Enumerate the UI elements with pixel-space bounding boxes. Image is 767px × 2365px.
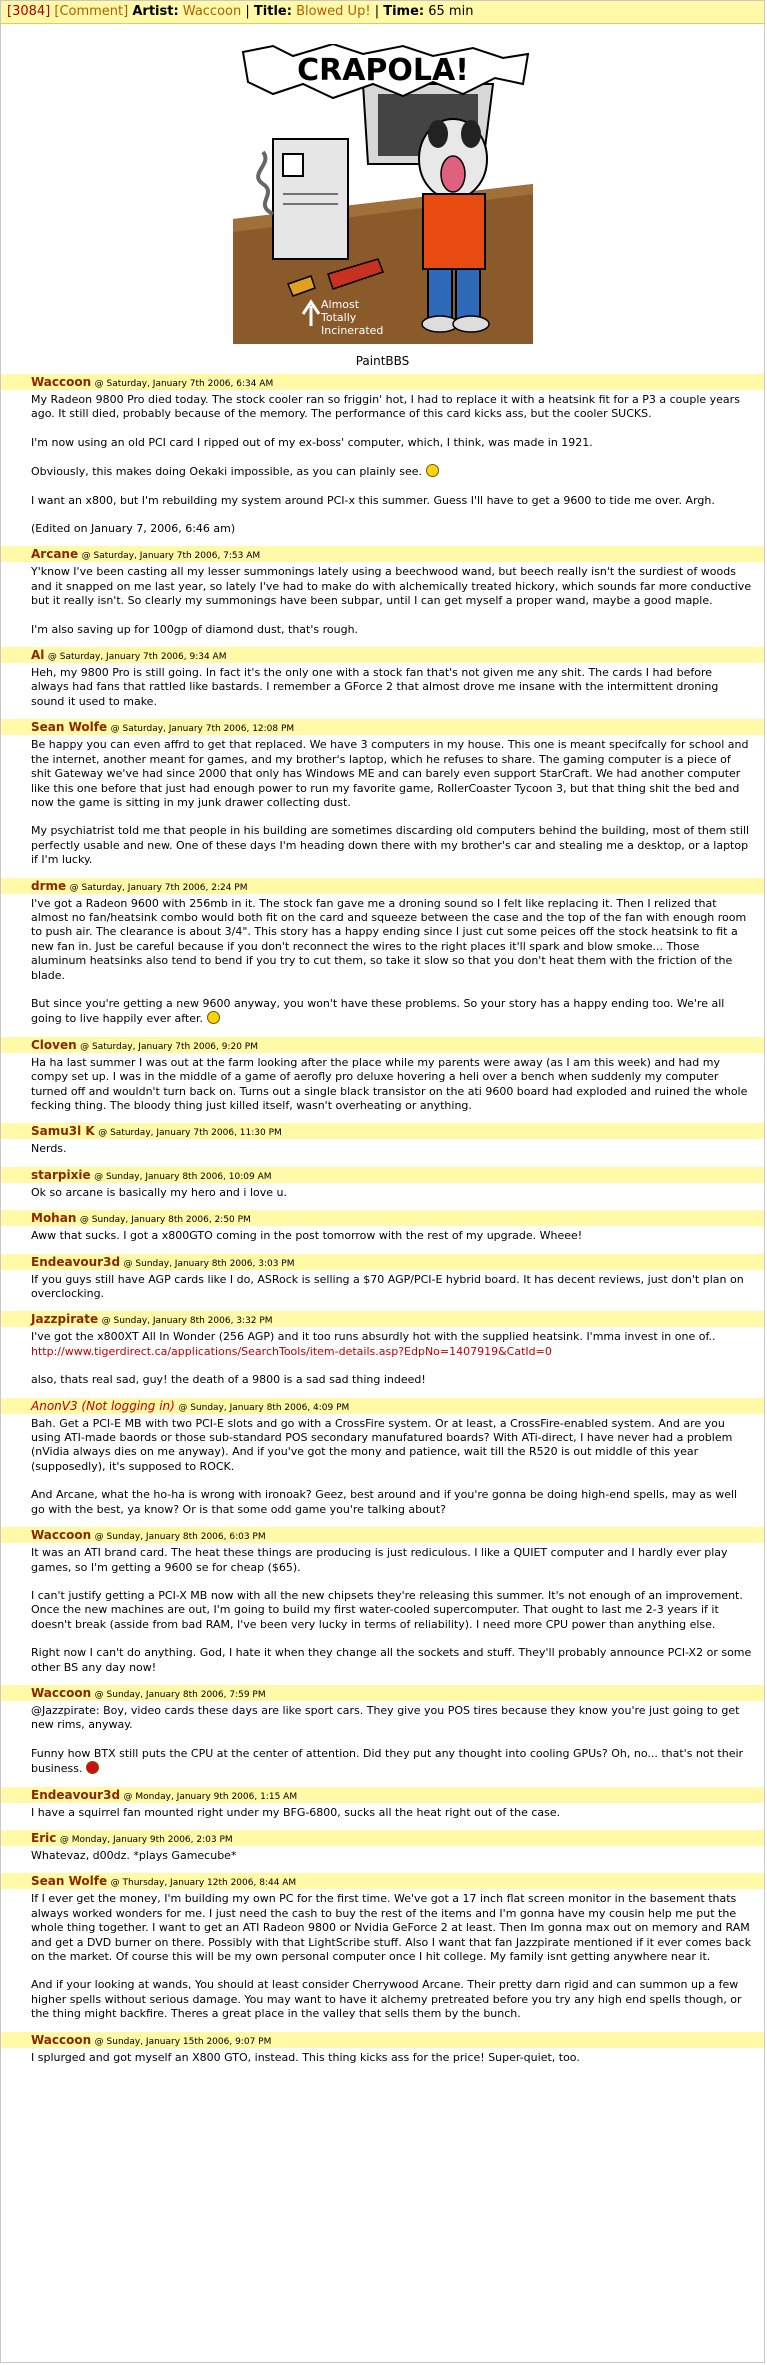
comment-header-bar	[1, 1254, 764, 1270]
frown-emoticon-icon	[86, 1761, 99, 1774]
comment-paragraph	[31, 897, 752, 983]
comment-paragraph	[31, 824, 752, 867]
comment-paragraph	[31, 1186, 752, 1200]
comment-header-bar	[1, 1167, 764, 1183]
comment-paragraph	[31, 1488, 752, 1517]
comment-text: Bah. Get a PCI-E MB with two PCI-E slots and go with a CrossFire system. Or at least, a CrossFire-enabled system. And are you using ATI-made baords or those sub-standard POS secondary manufatured boards? With ATi-direct, I have never had a problem (nVidia always dies on me anyway). And if you've got the mony and patience, wait till the R520 is out middle of this year (supposedly), it's supposed to ROCK.	[31, 1416, 733, 1473]
comment-body	[1, 663, 764, 715]
comment-body	[1, 562, 764, 643]
comment	[1, 719, 764, 873]
acronym-line-1: Almost	[320, 298, 359, 311]
comment-text: Obviously, this makes doing Oekaki impossible, as you can plainly see.	[31, 465, 423, 479]
comment-paragraph	[31, 1229, 752, 1243]
comment-header-bar	[1, 2032, 764, 2048]
comment-link[interactable]: http://www.tigerdirect.ca/applications/SearchTools/item-details.asp?EdpNo=1407919&CatId=0	[31, 1344, 552, 1358]
comment-paragraph	[31, 1417, 752, 1475]
comment-paragraph	[31, 522, 752, 536]
time-value: 65 min	[428, 4, 474, 19]
comment-header-bar	[1, 1873, 764, 1889]
title-label: Title:	[253, 4, 292, 19]
comment	[1, 1311, 764, 1393]
comment-header-bar	[1, 719, 764, 735]
comment-text: I splurged and got myself an X800 GTO, instead. This thing kicks ass for the price! Super-quiet, too.	[31, 2050, 580, 2064]
comment-text: My psychiatrist told me that people in his building are sometimes discarding old computers behind the building, most of them still perfectly usable and new. One of these days I'm heading down there with my brother's car and stealing me a desktop, or a laptop if I'm lucky.	[31, 824, 750, 867]
comment-date: @ Sunday, January 8th 2006, 3:32 PM	[101, 1316, 273, 1327]
comment-text: I'm now using an old PCI card I ripped out of my ex-boss' computer, which, I think, was made in 1921.	[31, 435, 593, 449]
comment-text: Nerds.	[31, 1142, 67, 1156]
comment-text: I'm also saving up for 100gp of diamond dust, that's rough.	[31, 622, 359, 636]
comment	[1, 1830, 764, 1869]
acronym-line-2: Totally	[320, 311, 356, 324]
comment-author[interactable]: Waccoon	[31, 375, 92, 389]
comment-date: @ Sunday, January 8th 2006, 4:09 PM	[178, 1402, 350, 1413]
comment-date: @ Sunday, January 8th 2006, 2:50 PM	[79, 1215, 251, 1226]
comment-author[interactable]: Eric	[31, 1830, 57, 1845]
comment-paragraph	[31, 1546, 752, 1575]
comment	[1, 1873, 764, 2027]
artwork-image[interactable]	[233, 44, 533, 344]
comment-header-bar	[1, 1398, 764, 1414]
comment-text: I want an x800, but I'm rebuilding my system around PCI-x this summer. Guess I'll have to get a 9600 to tide me over. Argh.	[31, 493, 715, 507]
comment-author[interactable]: Sean Wolfe	[31, 720, 108, 735]
comment	[1, 1398, 764, 1523]
comment-paragraph	[31, 436, 752, 450]
comment-body	[1, 1053, 764, 1120]
comment-paragraph	[31, 1589, 752, 1632]
comment-body	[1, 894, 764, 1033]
comment-body	[1, 390, 764, 542]
comment-text: My Radeon 9800 Pro died today. The stock cooler ran so friggin' hot, I had to replace it with a heatsink fit for a P3 a couple years ago. It still died, probably because of the memory. The performance of this card kicks ass, but the cooler SUCKS.	[31, 393, 740, 421]
comment	[1, 1037, 764, 1120]
comment-text: Ha ha last summer I was out at the farm looking after the place while my parents were away (as I am this week) and had my compy set up. I was in the middle of a game of aerofly pro deluxe hovering a heli over a bench when suddenly my computer turned off and wouldn't turn back on. Turns out a single black transistor on the ati 9600 board had exploded and ruined the whole fecking thing. The bloody thing just killed itself, wasn't overheating or anything.	[31, 1055, 748, 1112]
comment-paragraph	[31, 464, 752, 479]
comment-date: @ Sunday, January 15th 2006, 9:07 PM	[94, 2036, 272, 2047]
comment-author[interactable]: drme	[31, 878, 67, 893]
comment-author[interactable]: Waccoon	[31, 1528, 92, 1543]
separator: |	[374, 4, 380, 19]
artist-name[interactable]: Waccoon	[182, 4, 242, 19]
comment-date: @ Thursday, January 12th 2006, 8:44 AM	[110, 1878, 297, 1889]
comment-paragraph	[31, 393, 752, 422]
comment-author[interactable]: Jazzpirate	[31, 1312, 99, 1327]
comment-text: I've got a Radeon 9600 with 256mb in it. The stock fan gave me a droning sound so I felt like replacing it. Then I relized that almost no fan/heatsink combo would both fit on the card and squeeze between the case and the top of the fan with enough room to push air. The clearance is about 3/4". This story has a happy ending since I just cut some peices off the stock heatsink to fit a new fan in. Just be careful because if you don't reconnect the wires to the right places it'll spark and blow smoke... Those aluminum heatsinks also tend to bend if you try to cut them, so take it slow so that you don't heat them with the friction of the blade.	[31, 896, 747, 982]
comment-text: I can't justify getting a PCI-X MB now with all the new chipsets they're releasing this summer. It's not enough of an improvement. Once the new machines are out, I'm going to build my first water-cooled supercomputer. That ought to last me 2-3 years if it doesn't break (asside from bad RAM, I've been very lucky in terms of reliability). I need more CPU power than anything else.	[31, 1588, 743, 1631]
comment-text: Y'know I've been casting all my lesser summonings lately using a beechwood wand, but beech really isn't the surdiest of woods and it snapped on me last year, so lately I've had to make do with alchemically treated hickory, which sounds far more conductive but it really isn't. So clearly my summonings have been subpar, until I can get myself a proper wand, maybe a good maple.	[31, 565, 752, 608]
comment-paragraph	[31, 1704, 752, 1733]
comment-text: Whatevaz, d00dz. *plays Gamecube*	[31, 1848, 237, 1862]
comment-date: @ Saturday, January 7th 2006, 7:53 AM	[81, 551, 261, 562]
comment-author[interactable]: Endeavour3d	[31, 1254, 121, 1269]
comment-date: @ Saturday, January 7th 2006, 12:08 PM	[110, 724, 295, 735]
comment-body	[1, 735, 764, 873]
comment-author[interactable]: Waccoon	[31, 1685, 92, 1700]
comment-header-bar	[1, 647, 764, 663]
comment	[1, 1787, 764, 1826]
comment-header-bar	[1, 1210, 764, 1226]
comment-author[interactable]: Cloven	[31, 1037, 77, 1052]
comment-text: Right now I can't do anything. God, I hate it when they change all the sockets and stuff. They'll probably announce PCI-X2 or some other BS any day now!	[31, 1646, 752, 1674]
comment-paragraph	[31, 666, 752, 709]
comment	[1, 1167, 764, 1206]
comment-header-bar	[1, 1527, 764, 1543]
comment-author[interactable]: starpixie	[31, 1167, 91, 1182]
comment-paragraph	[31, 1892, 752, 1964]
comment-date: @ Saturday, January 7th 2006, 9:34 AM	[47, 652, 227, 663]
comment-header-bar	[1, 1685, 764, 1701]
comment-date: @ Monday, January 9th 2006, 1:15 AM	[123, 1791, 298, 1802]
comment-text: I've got the x800XT All In Wonder (256 AGP) and it too runs absurdly hot with the supplied heatsink. I'mma invest in one of..	[31, 1330, 716, 1344]
comment-author[interactable]: Sean Wolfe	[31, 1874, 108, 1889]
comment-text: If I ever get the money, I'm building my own PC for the first time. We've got a 17 inch flat screen monitor in the basement thats always worked wonders for me. I just need the cash to buy the rest of the items and I'm gonna have my cousin help me put the whole thing together. I want to get an ATI Radeon 9800 or Nvidia GeForce 2 at least. Then Im gonna max out on memory and RAM and get a DVD burner on there. Possibly with that LightScribe stuff. Also I want that fan Jazzpirate mentioned if it ever comes back on the market. Of course this will be my own personal computer once I hit college. My family isnt getting anywhere near it.	[31, 1892, 752, 1963]
tool-label: PaintBBS	[355, 354, 410, 368]
comment-body	[1, 1139, 764, 1162]
comment-header	[1, 1, 764, 24]
comment-date: @ Sunday, January 8th 2006, 3:03 PM	[123, 1258, 295, 1269]
comment-paragraph	[31, 997, 752, 1027]
comment-paragraph	[31, 623, 752, 637]
comment-author[interactable]: Arcane	[31, 547, 79, 562]
smiley-emoticon-icon	[426, 464, 439, 477]
comment-text: also, thats real sad, guy! the death of a 9800 is a sad sad thing indeed!	[31, 1373, 426, 1387]
comment-body	[1, 1803, 764, 1826]
comment-header-bar	[1, 1123, 764, 1139]
comment-paragraph	[31, 1806, 752, 1820]
comment-text: Aww that sucks. I got a x800GTO coming in the post tomorrow with the rest of my upgrade. Wheee!	[31, 1229, 583, 1243]
comment-paragraph	[31, 1142, 752, 1156]
comment-paragraph	[31, 1056, 752, 1114]
comment-text: Heh, my 9800 Pro is still going. In fact it's the only one with a stock fan that's not given me any shit. The cards I had before always had fans that rattled like bastards. I remember a GForce 2 that almost drove me insane with the intermittent droning sound it used to make.	[31, 666, 719, 708]
comment-author[interactable]: Al	[31, 648, 45, 663]
comment-text: But since you're getting a new 9600 anyway, you won't have these problems. So your story has a happy ending too. We're all going to live happily ever after.	[31, 996, 725, 1026]
comment-body	[1, 1226, 764, 1249]
comment-text: Be happy you can even affrd to get that replaced. We have 3 computers in my house. This one is meant specifcally for school and the internet, another meant for games, and my brother's laptop, which he refuses to share. The gaming computer is a piece of shit Gateway we've had since 2000 that only has Windows ME and can barely even support StarCraft. We had another computer like this one before that just had enough power to run my favorite game, RollerCoaster Tycoon 3, but that thing shit the bed and now the game is sitting in my junk drawer collecting dust.	[31, 738, 749, 809]
comment-author[interactable]: Mohan	[31, 1211, 77, 1226]
comment	[1, 647, 764, 715]
comment-header-bar	[1, 546, 764, 562]
comment-paragraph	[31, 738, 752, 810]
comment-date: @ Saturday, January 7th 2006, 6:34 AM	[94, 379, 274, 389]
comment	[1, 2032, 764, 2071]
comment-header-bar	[1, 374, 764, 390]
comment-date: @ Sunday, January 8th 2006, 6:03 PM	[94, 1532, 266, 1543]
comment-author[interactable]: Waccoon	[31, 2032, 92, 2047]
comment-text: And Arcane, what the ho-ha is wrong with ironoak? Geez, best around and if you're gonna be doing high-end spells, may as well go with the best, ya know? Or is that some odd game you're talking about?	[31, 1488, 738, 1516]
comment-header-bar	[1, 878, 764, 894]
comment-paragraph	[31, 1849, 752, 1863]
comment-paragraph	[31, 1330, 752, 1359]
comment-body	[1, 1889, 764, 2027]
comment-date: @ Sunday, January 8th 2006, 10:09 AM	[94, 1171, 272, 1182]
comment-body	[1, 1183, 764, 1206]
comment-header-bar	[1, 1787, 764, 1803]
comment-body	[1, 1701, 764, 1783]
comment-date: @ Sunday, January 8th 2006, 7:59 PM	[94, 1689, 266, 1700]
comment-body	[1, 1270, 764, 1308]
comment-body	[1, 1327, 764, 1393]
comment-list	[1, 374, 764, 2071]
comment-author: AnonV3 (Not logging in)	[31, 1398, 175, 1413]
comment-paragraph	[31, 1747, 752, 1777]
comment-author[interactable]: Samu3l K	[31, 1124, 95, 1139]
comment-paragraph	[31, 1978, 752, 2021]
comment	[1, 374, 764, 542]
comment-body	[1, 1414, 764, 1523]
comment-header-bar	[1, 1830, 764, 1846]
comment-date: @ Saturday, January 7th 2006, 11:30 PM	[98, 1128, 282, 1139]
comment-text: (Edited on January 7, 2006, 6:46 am)	[31, 522, 236, 536]
comment-text: I have a squirrel fan mounted right under my BFG-6800, sucks all the heat right out of the case.	[31, 1805, 561, 1819]
comment-paragraph	[31, 2051, 752, 2065]
comment	[1, 1527, 764, 1681]
comment-tag[interactable]: [Comment]	[54, 4, 129, 19]
artwork-caption: CRAPOLA!	[296, 53, 469, 88]
comment-body	[1, 1846, 764, 1869]
comment-text: @Jazzpirate: Boy, video cards these days are like sport cars. They give you POS tires because they know you're just going to get new rims, anyway.	[31, 1703, 740, 1732]
comment-text: And if your looking at wands, You should at least consider Cherrywood Arcane. Their pretty darn rigid and can summon up a few higher spells without serious damage. You may want to have it alchemy pretreated before you try any high end spells though, or the thing might backfire. Theres a great place in the valley that sells them by the bunch.	[31, 1978, 742, 2021]
artist-label: Artist:	[132, 4, 179, 19]
comment-text: It was an ATI brand card. The heat these things are producing is just rediculous. I like a QUIET computer and I hardly ever play games, so I'm getting a 9600 se for cheap ($65).	[31, 1546, 728, 1574]
comment	[1, 1685, 764, 1783]
acronym-line-3: Incinerated	[320, 324, 383, 337]
comment	[1, 1210, 764, 1249]
comment	[1, 1123, 764, 1162]
comment	[1, 546, 764, 643]
comment-paragraph	[31, 1273, 752, 1302]
comment-paragraph	[31, 494, 752, 508]
comment-text: Funny how BTX still puts the CPU at the center of attention. Did they put any thought into cooling GPUs? Oh, no... that's not their business.	[31, 1746, 744, 1776]
comment-date: @ Monday, January 9th 2006, 2:03 PM	[59, 1834, 233, 1845]
comment-body	[1, 2048, 764, 2071]
comment-paragraph	[31, 1646, 752, 1675]
comment	[1, 1254, 764, 1308]
comment-paragraph	[31, 1373, 752, 1387]
comment-date: @ Saturday, January 7th 2006, 9:20 PM	[80, 1041, 259, 1052]
title-value: Blowed Up!	[296, 4, 371, 19]
comment-text: If you guys still have AGP cards like I do, ASRock is selling a $70 AGP/PCI-E hybrid board. It has decent reviews, just don't plan on overclocking.	[31, 1272, 744, 1301]
separator: |	[245, 4, 250, 19]
comment-header-bar	[1, 1311, 764, 1327]
comment-body	[1, 1543, 764, 1681]
comment-date: @ Saturday, January 7th 2006, 2:24 PM	[69, 882, 248, 893]
time-label: Time:	[383, 4, 425, 19]
comment-text: Ok so arcane is basically my hero and i love u.	[31, 1185, 287, 1199]
comment-author[interactable]: Endeavour3d	[31, 1787, 121, 1802]
comment-header-bar	[1, 1037, 764, 1053]
smiley-emoticon-icon	[207, 1011, 220, 1024]
comment-paragraph	[31, 565, 752, 608]
artwork[interactable]	[1, 24, 764, 368]
comment	[1, 878, 764, 1033]
post-id[interactable]: [3084]	[7, 4, 51, 19]
